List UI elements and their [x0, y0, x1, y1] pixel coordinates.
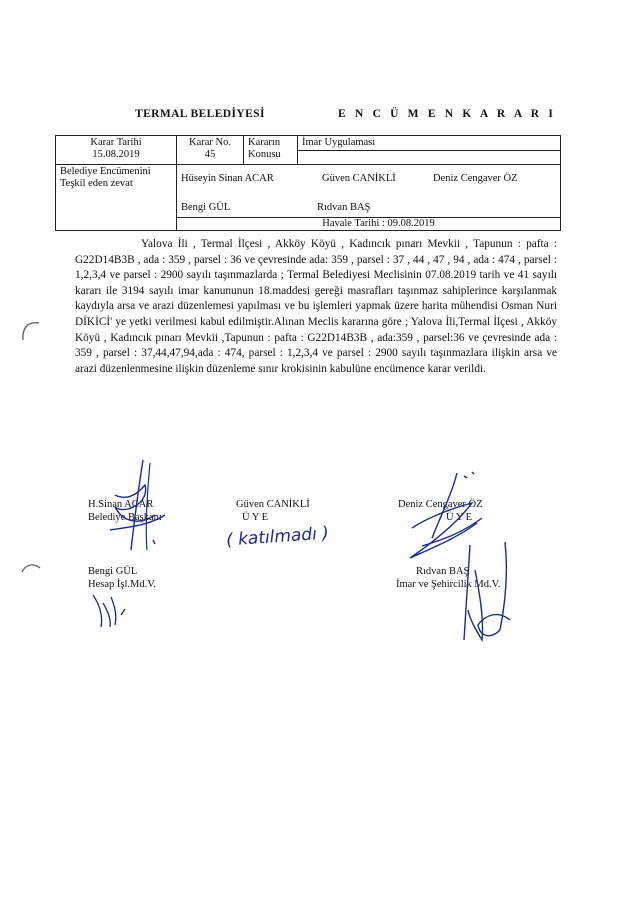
member-name: Rıdvan BAŞ — [317, 202, 371, 213]
member-name: Bengi GÜL — [181, 202, 231, 213]
decision-text: Yalova İli , Termal İlçesi , Akköy Köyü , Kadıncık pınarı Mevkii , Tapunun : pafta : G22D14B3B , ada : 359 , parsel : 36 ve çevresinde ada: 359 , parsel : 37 , 44 , 47 , 94 , ada : 474 , parsel : 1,2,3,4 ve parsel : 2900 sayılı taşınmazlarda ; Termal Belediyesi Meclisinin 07.08.2019 tarih ve 41 sayılı kararı ile 3194 sayılı imar kanununun 18.maddesi gereği masrafları taşınmaz sahiplerince karşılanmak kaydıyla arsa ve arazi düzenlemesi yapılması ve bu işlemleri yapmak üzere harita mühendisi Osman Nuri DİKİCİ' ye yetki verilmesi kabul edilmiştir.Alınan Meclis kararına göre ; Yalova İli,Termal İlçesi , Akköy Köyü , Kadıncık pınarı Mevkii ,Tapunun : pafta : G22D14B3B , ada:359 , parsel:36 ve çevresinde ada : 359 , parsel : 37,44,47,94,ada : 474, parsel : 1,2,3,4 ve parsel : 2900 sayılı taşınmazlara ilişkin arsa ve arazi düzenlenmesine ilişkin düzenleme sınır krokisinin kabulüne encümence karar verildi. — [75, 238, 557, 375]
mayor-title: Belediye Başkanı — [88, 512, 162, 523]
decision-info-table — [55, 135, 561, 231]
council-label-cell — [56, 165, 177, 231]
council-label-line1: Belediye Encümenini — [60, 166, 151, 177]
member-name: Deniz Cengaver ÖZ — [433, 173, 518, 184]
mayor-handwritten-signature — [95, 455, 175, 555]
subject-label-line2: Konusu — [248, 149, 281, 160]
member-name: Güven CANİKLİ — [322, 173, 396, 184]
decision-date-cell — [56, 136, 177, 165]
document-type-title: E N C Ü M E N K A R A R I — [338, 108, 557, 120]
decision-date-label: Karar Tarihi — [90, 137, 142, 148]
member1-signature — [236, 498, 310, 524]
subject-label-cell — [244, 136, 298, 165]
member3-title: Hesap İşl.Md.V. — [88, 579, 157, 590]
member4-name: Rıdvan BAŞ — [416, 566, 470, 577]
subject-value: İmar Uygulaması — [298, 136, 560, 151]
member2-name: Deniz Cengaver ÖZ — [398, 499, 483, 510]
decision-no-label: Karar No. — [189, 137, 231, 148]
member1-name: Güven CANİKLİ — [236, 499, 310, 510]
subject-value-cell — [298, 136, 561, 165]
referral-date: Havale Tarihi : 09.08.2019 — [177, 217, 560, 230]
member4-title: İmar ve Şehircilik Md.V. — [396, 579, 501, 590]
member3-name: Bengi GÜL — [88, 566, 138, 577]
institution-title: TERMAL BELEDİYESİ — [135, 108, 265, 120]
decision-no-value: 45 — [204, 149, 216, 160]
council-label-line2: Teşkil eden zevat — [60, 178, 133, 189]
punch-hole-mark — [20, 562, 42, 574]
member1-title: Ü Y E — [242, 512, 269, 523]
council-members-cell — [177, 165, 561, 231]
member4-handwritten-signature — [430, 540, 520, 645]
member2-title: Ü Y E — [446, 512, 473, 523]
punch-hole-mark — [20, 318, 42, 344]
member3-handwritten-signature — [85, 585, 135, 630]
mayor-name: H.Sinan ACAR — [88, 499, 154, 510]
member-name: Hüseyin Sinan ACAR — [181, 173, 274, 184]
subject-label-line1: Kararın — [248, 137, 281, 148]
absence-note-handwritten: ( katılmadı ) — [225, 523, 330, 551]
decision-no-cell — [177, 136, 244, 165]
decision-date-value: 15.08.2019 — [92, 149, 140, 160]
